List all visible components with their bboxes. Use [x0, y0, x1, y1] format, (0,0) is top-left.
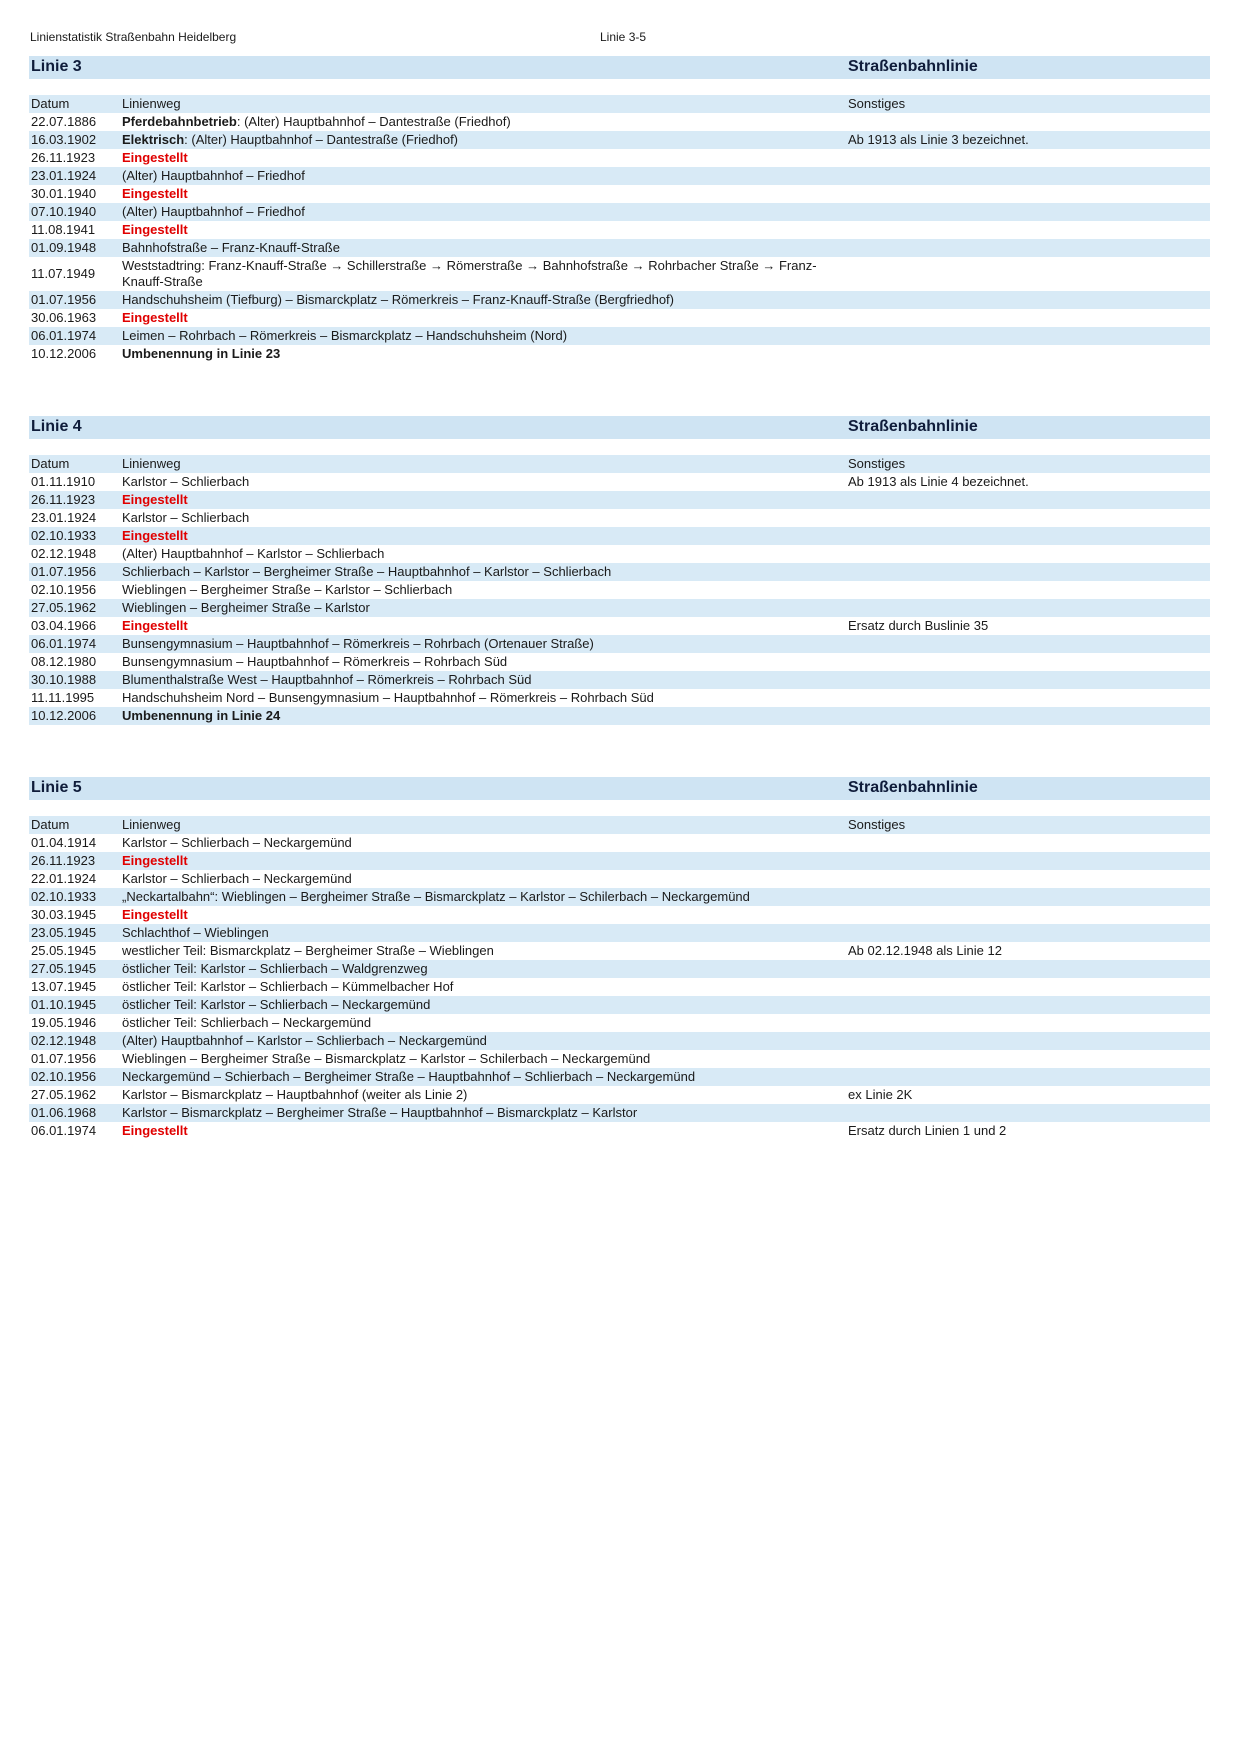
route-text: Karlstor – Schlierbach – Neckargemünd — [122, 835, 352, 850]
table-row — [29, 906, 1210, 924]
route-text: Karlstor – Schlierbach – Neckargemünd — [122, 871, 352, 886]
route-text: Bahnhofstraße – Franz-Knauff-Straße — [122, 240, 340, 255]
date-cell: 06.01.1974 — [31, 328, 97, 343]
route-cell — [122, 113, 842, 131]
route-text: Eingestellt — [122, 618, 188, 633]
route-cell — [122, 906, 842, 924]
route-cell — [122, 960, 842, 978]
table-row — [29, 167, 1210, 185]
date-cell: 01.07.1956 — [31, 1051, 97, 1066]
route-cell — [122, 327, 842, 345]
route-text: Eingestellt — [122, 492, 188, 507]
date-cell: 30.03.1945 — [31, 907, 97, 922]
route-cell — [122, 671, 842, 689]
table-row — [29, 345, 1210, 363]
table-row — [29, 960, 1210, 978]
date-cell: 26.11.1923 — [31, 150, 96, 165]
table-row — [29, 978, 1210, 996]
column-header-route: Linienweg — [122, 456, 181, 471]
date-cell: 06.01.1974 — [31, 1123, 97, 1138]
date-cell: 26.11.1923 — [31, 853, 96, 868]
table-row — [29, 563, 1210, 581]
spacer — [29, 79, 1210, 95]
document-title: Linienstatistik Straßenbahn Heidelberg — [30, 30, 237, 44]
table-row — [29, 491, 1210, 509]
route-cell — [122, 581, 842, 599]
table-row — [29, 924, 1210, 942]
table-row — [29, 113, 1210, 131]
route-text: Wieblingen – Bergheimer Straße – Bismarckplatz – Karlstor – Schilerbach – Neckargemünd — [122, 1051, 651, 1066]
table-row — [29, 852, 1210, 870]
route-prefix: Pferdebahnbetrieb — [122, 114, 237, 129]
spacer — [29, 800, 1210, 816]
route-text: Umbenennung in Linie 23 — [122, 346, 281, 361]
route-cell — [122, 1122, 842, 1140]
route-text: Eingestellt — [122, 853, 188, 868]
column-header-route: Linienweg — [122, 817, 181, 832]
table-row — [29, 599, 1210, 617]
route-cell — [122, 978, 842, 996]
route-cell — [122, 1014, 842, 1032]
section-linie-4 — [29, 416, 1210, 725]
date-cell: 03.04.1966 — [31, 618, 97, 633]
date-cell: 19.05.1946 — [31, 1015, 97, 1030]
route-text: Karlstor – Schlierbach — [122, 510, 250, 525]
date-cell: 16.03.1902 — [31, 132, 97, 147]
date-cell: 01.11.1910 — [31, 474, 96, 489]
note-cell: Ersatz durch Buslinie 35 — [848, 618, 989, 633]
date-cell: 10.12.2006 — [31, 708, 97, 723]
date-cell: 23.01.1924 — [31, 168, 97, 183]
date-cell: 01.07.1956 — [31, 564, 97, 579]
date-cell: 02.10.1956 — [31, 582, 97, 597]
section-title: Linie 5 — [31, 779, 82, 796]
route-cell — [122, 131, 842, 149]
route-cell — [122, 1104, 842, 1122]
date-cell: 22.07.1886 — [31, 114, 97, 129]
note-cell: Ab 02.12.1948 als Linie 12 — [848, 943, 1002, 958]
table-row — [29, 239, 1210, 257]
table-row — [29, 581, 1210, 599]
table-row — [29, 996, 1210, 1014]
route-text: Handschuhsheim Nord – Bunsengymnasium – Hauptbahnhof – Römerkreis – Rohrbach Süd — [122, 690, 654, 705]
table-row — [29, 1014, 1210, 1032]
date-cell: 01.10.1945 — [31, 997, 97, 1012]
route-text: Eingestellt — [122, 528, 188, 543]
route-text: „Neckartalbahn“: Wieblingen – Bergheimer Straße – Bismarckplatz – Karlstor – Schilerbach – Neckargemünd — [122, 889, 750, 904]
date-cell: 01.07.1956 — [31, 292, 97, 307]
route-cell — [122, 221, 842, 239]
route-cell — [122, 167, 842, 185]
table-row — [29, 327, 1210, 345]
date-cell: 01.04.1914 — [31, 835, 97, 850]
route-cell — [122, 509, 842, 527]
table-row — [29, 149, 1210, 167]
route-cell — [122, 239, 842, 257]
route-cell — [122, 1050, 842, 1068]
date-cell: 02.10.1933 — [31, 889, 97, 904]
route-cell — [122, 1068, 842, 1086]
table-row — [29, 834, 1210, 852]
table-row — [29, 1032, 1210, 1050]
table-row — [29, 671, 1210, 689]
route-cell — [122, 870, 842, 888]
column-header-note: Sonstiges — [848, 96, 906, 111]
table-row — [29, 617, 1210, 635]
route-cell — [122, 473, 842, 491]
date-cell: 11.08.1941 — [31, 222, 96, 237]
section-linie-3 — [29, 56, 1210, 363]
route-cell — [122, 852, 842, 870]
table-row — [29, 131, 1210, 149]
column-header-note: Sonstiges — [848, 456, 906, 471]
table-header-row — [29, 95, 1210, 113]
route-cell — [122, 203, 842, 221]
date-cell: 11.07.1949 — [31, 266, 96, 281]
table-row — [29, 291, 1210, 309]
date-cell: 02.10.1956 — [31, 1069, 97, 1084]
date-cell: 02.12.1948 — [31, 546, 97, 561]
route-cell — [122, 1086, 842, 1104]
table-row — [29, 221, 1210, 239]
section-title: Linie 3 — [31, 58, 82, 75]
route-text: Schlachthof – Wieblingen — [122, 925, 269, 940]
note-cell: ex Linie 2K — [848, 1087, 913, 1102]
table-header-row — [29, 816, 1210, 834]
page-range: Linie 3-5 — [600, 30, 647, 44]
date-cell: 13.07.1945 — [31, 979, 97, 994]
table-row — [29, 1050, 1210, 1068]
date-cell: 27.05.1962 — [31, 1087, 97, 1102]
table-row — [29, 1122, 1210, 1140]
section-type: Straßenbahnlinie — [848, 418, 978, 435]
route-cell — [122, 653, 842, 671]
route-text: Wieblingen – Bergheimer Straße – Karlstor — [122, 600, 370, 615]
column-header-route: Linienweg — [122, 96, 181, 111]
route-cell — [122, 491, 842, 509]
route-cell — [122, 617, 842, 635]
date-cell: 10.12.2006 — [31, 346, 97, 361]
date-cell: 25.05.1945 — [31, 943, 97, 958]
date-cell: 30.06.1963 — [31, 310, 97, 325]
route-cell — [122, 689, 842, 707]
table-row — [29, 1068, 1210, 1086]
table-row — [29, 870, 1210, 888]
date-cell: 02.10.1933 — [31, 528, 97, 543]
column-header-date: Datum — [31, 456, 70, 471]
route-text: Eingestellt — [122, 222, 188, 237]
section-title-bar — [29, 777, 1210, 800]
route-text: Schlierbach – Karlstor – Bergheimer Straße – Hauptbahnhof – Karlstor – Schlierbach — [122, 564, 612, 579]
date-cell: 07.10.1940 — [31, 204, 97, 219]
date-cell: 27.05.1945 — [31, 961, 97, 976]
route-cell — [122, 545, 842, 563]
section-title-bar — [29, 56, 1210, 79]
route-text: Umbenennung in Linie 24 — [122, 708, 281, 723]
date-cell: 02.12.1948 — [31, 1033, 97, 1048]
route-cell — [122, 996, 842, 1014]
date-cell: 26.11.1923 — [31, 492, 96, 507]
route-text: östlicher Teil: Karlstor – Schlierbach – Kümmelbacher Hof — [122, 979, 454, 994]
section-linie-5 — [29, 777, 1210, 1140]
route-cell — [122, 942, 842, 960]
date-cell: 23.01.1924 — [31, 510, 97, 525]
route-cell — [122, 924, 842, 942]
route-cell — [122, 185, 842, 203]
date-cell: 23.05.1945 — [31, 925, 97, 940]
spacer — [29, 439, 1210, 455]
route-text: Eingestellt — [122, 907, 188, 922]
column-header-date: Datum — [31, 817, 70, 832]
route-cell — [122, 563, 842, 581]
route-cell — [122, 291, 842, 309]
route-text: östlicher Teil: Karlstor – Schlierbach – Neckargemünd — [122, 997, 431, 1012]
table-row — [29, 527, 1210, 545]
route-text: Karlstor – Bismarckplatz – Bergheimer Straße – Hauptbahnhof – Bismarckplatz – Karlstor — [122, 1105, 638, 1120]
route-text: Neckargemünd – Schierbach – Bergheimer Straße – Hauptbahnhof – Schlierbach – Neckargemünd — [122, 1069, 696, 1084]
date-cell: 01.06.1968 — [31, 1105, 97, 1120]
table-row — [29, 509, 1210, 527]
table-row — [29, 942, 1210, 960]
route-cell — [122, 527, 842, 545]
table-row — [29, 1104, 1210, 1122]
route-text: (Alter) Hauptbahnhof – Friedhof — [122, 204, 305, 219]
route-cell — [122, 149, 842, 167]
date-cell: 01.09.1948 — [31, 240, 97, 255]
route-text: : (Alter) Hauptbahnhof – Dantestraße (Friedhof) — [236, 114, 511, 129]
table-row — [29, 185, 1210, 203]
table-row — [29, 653, 1210, 671]
route-text: Karlstor – Bismarckplatz – Hauptbahnhof (weiter als Linie 2) — [122, 1087, 468, 1102]
route-cell — [122, 258, 842, 290]
route-text: Handschuhsheim (Tiefburg) – Bismarckplatz – Römerkreis – Franz-Knauff-Straße (Bergfriedhof) — [122, 292, 674, 307]
route-text: Blumenthalstraße West – Hauptbahnhof – Römerkreis – Rohrbach Süd — [122, 672, 532, 687]
route-text: Weststadtring: Franz-Knauff-Straße → Schillerstraße → Römerstraße → Bahnhofstraße → Rohrbacher Straße → Franz-Knauff-Straße — [122, 258, 817, 289]
table-row — [29, 888, 1210, 906]
column-header-date: Datum — [31, 96, 70, 111]
route-cell — [122, 309, 842, 327]
date-cell: 30.10.1988 — [31, 672, 97, 687]
note-cell: Ersatz durch Linien 1 und 2 — [848, 1123, 1007, 1138]
route-text: Eingestellt — [122, 310, 188, 325]
route-text: westlicher Teil: Bismarckplatz – Bergheimer Straße – Wieblingen — [122, 943, 494, 958]
route-text: Eingestellt — [122, 1123, 188, 1138]
column-header-note: Sonstiges — [848, 817, 906, 832]
table-row — [29, 707, 1210, 725]
route-text: Eingestellt — [122, 150, 188, 165]
date-cell: 11.11.1995 — [31, 690, 95, 705]
section-title: Linie 4 — [31, 418, 82, 435]
route-text: (Alter) Hauptbahnhof – Karlstor – Schlierbach – Neckargemünd — [122, 1033, 487, 1048]
route-cell — [122, 345, 842, 363]
route-cell — [122, 599, 842, 617]
route-text: Wieblingen – Bergheimer Straße – Karlstor – Schlierbach — [122, 582, 453, 597]
route-text: Leimen – Rohrbach – Römerkreis – Bismarckplatz – Handschuhsheim (Nord) — [122, 328, 568, 343]
route-text: östlicher Teil: Schlierbach – Neckargemünd — [122, 1015, 372, 1030]
route-text: : (Alter) Hauptbahnhof – Dantestraße (Friedhof) — [184, 132, 459, 147]
route-text: (Alter) Hauptbahnhof – Friedhof — [122, 168, 305, 183]
date-cell: 08.12.1980 — [31, 654, 97, 669]
route-cell — [122, 635, 842, 653]
date-cell: 22.01.1924 — [31, 871, 97, 886]
date-cell: 27.05.1962 — [31, 600, 97, 615]
route-cell — [122, 888, 842, 906]
page-header — [30, 30, 1210, 46]
section-type: Straßenbahnlinie — [848, 58, 978, 75]
route-cell — [122, 834, 842, 852]
route-text: Bunsengymnasium – Hauptbahnhof – Römerkreis – Rohrbach Süd — [122, 654, 508, 669]
route-prefix: Elektrisch — [122, 132, 185, 147]
table-row — [29, 545, 1210, 563]
date-cell: 30.01.1940 — [31, 186, 97, 201]
table-row — [29, 635, 1210, 653]
route-text: Bunsengymnasium – Hauptbahnhof – Römerkreis – Rohrbach (Ortenauer Straße) — [122, 636, 594, 651]
table-header-row — [29, 455, 1210, 473]
table-row — [29, 473, 1210, 491]
date-cell: 06.01.1974 — [31, 636, 97, 651]
table-row — [29, 1086, 1210, 1104]
table-row — [29, 689, 1210, 707]
note-cell: Ab 1913 als Linie 4 bezeichnet. — [848, 474, 1029, 489]
route-text: Eingestellt — [122, 186, 188, 201]
route-text: (Alter) Hauptbahnhof – Karlstor – Schlierbach — [122, 546, 385, 561]
section-title-bar — [29, 416, 1210, 439]
table-row — [29, 309, 1210, 327]
section-type: Straßenbahnlinie — [848, 779, 978, 796]
route-cell — [122, 707, 842, 725]
table-row — [29, 257, 1210, 291]
table-row — [29, 203, 1210, 221]
route-text: Karlstor – Schlierbach — [122, 474, 250, 489]
route-text: östlicher Teil: Karlstor – Schlierbach – Waldgrenzweg — [122, 961, 428, 976]
route-cell — [122, 1032, 842, 1050]
note-cell: Ab 1913 als Linie 3 bezeichnet. — [848, 132, 1029, 147]
